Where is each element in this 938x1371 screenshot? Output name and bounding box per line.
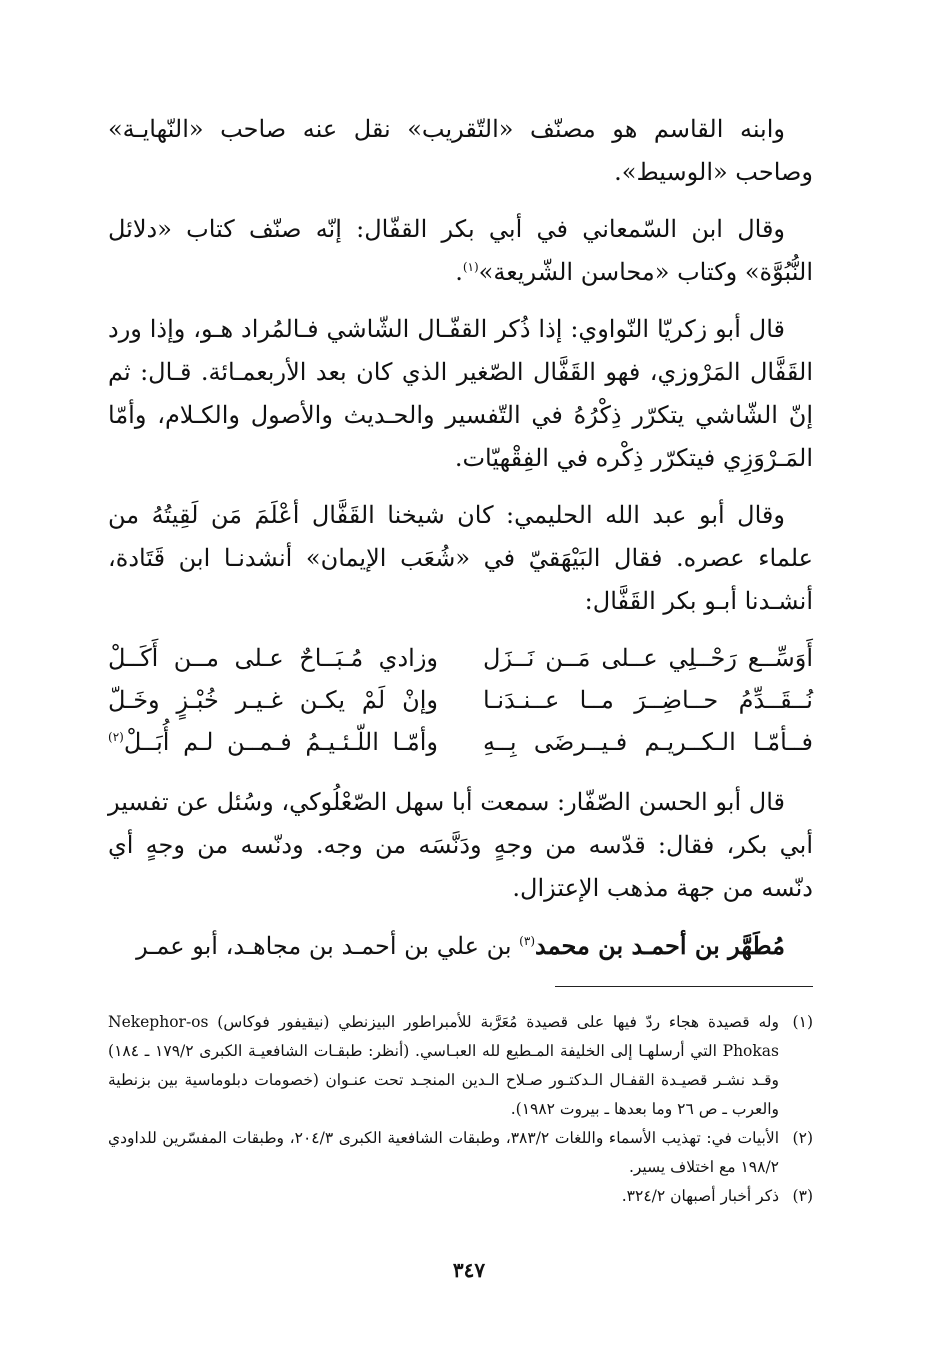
poem-line-2: [108, 679, 813, 721]
footnote-1-number: (١): [792, 1013, 813, 1031]
footnote-3-number: (٣): [792, 1187, 813, 1205]
paragraph-4: [108, 494, 813, 623]
paragraph-4-text: وقال أبو عبد الله الحليمي: كان شيخنا القَفَّال أعْلَمَ مَن لَقِيتُهُ من علماء عصره. فقال البَيْهَقيّ في «شُعَب الإيمان» أنشدنـا ابن قَتَادة، أنشـدنا أبـو بكر القَفَّال:: [108, 501, 813, 615]
poem-line-3-second-hemistich-wrap: [108, 721, 438, 763]
footnote-1-text: وله قصيدة هجاء ردّ فيها على قصيدة مُعَرَّبة للأمبراطور البيزنطي (نيقيفور فوكاس) Nekephor-os Phokas التي أرسلهـا إلى الخليفة المـطيع لله العبـاسي. (أنظر: طبقـات الشافعيـة الكبرى ١٧٩/٢ ـ ١٨٤) وقـد نشـر قصيـدة القفـال الـدكتـور صـلاح الـدين المنجـد تحت عنـوان (خصومات دبلوماسية بين بزنطية والعرب ـ ص ٢٦ وما بعدها ـ بيروت ١٩٨٢).: [108, 1013, 779, 1118]
page-number: ٣٤٧: [452, 1258, 486, 1282]
paragraph-6-text: بن علي بن أحمـد بن مجاهـد، أبو عمـر: [136, 932, 520, 960]
paragraph-3-text: قال أبو زكريّا النّواوي: إذا ذُكر القفّـال الشّاشي فـالمُراد هـو، وإذا ورد القَفَّال المَرْوزي، فهو القَفَّال الصّغير الذي كان بعد الأربعمـائة. قـال: ثم إنّ الشّاشي يتكرّر ذِكْرُهُ في التّفسير والحـديث والأصول والكـلام، وأمّا المَـرْوَزِي فيتكرّر ذِكْره في الفِقْهيّات.: [108, 315, 813, 472]
footnote-1: [108, 1008, 813, 1124]
footnote-separator: [555, 986, 813, 987]
entry-heading-name: مُطَهَّر بن أحمـد بن محمد: [535, 931, 785, 960]
poem-line-1-first-hemistich: أَوَسِّــع رَحْــلِي عــلى مَــن نَــزَل: [483, 644, 813, 672]
footnote-3-text: ذكر أخبار أصبهان ٣٢٤/٢.: [621, 1187, 779, 1205]
paragraph-2-end: .: [455, 258, 463, 286]
poem-line-3: [108, 721, 813, 763]
paragraph-5: [108, 781, 813, 910]
paragraph-2: [108, 208, 813, 294]
footnote-2: [108, 1124, 813, 1182]
footnote-reference-2: (٢): [108, 730, 124, 744]
poem-line-2-first-hemistich: نُــقَــدِّمُ حــاضِــرَ مــا عــنـدَنـا: [483, 686, 813, 714]
footnote-3: [108, 1182, 813, 1211]
footnote-2-text: الأبيات في: تهذيب الأسماء واللغات ٣٨٣/٢، وطبقات الشافعية الكبرى ٢٠٤/٣، وطبقات المفسّرين للداودي ١٩٨/٢ مع اختلاف يسير.: [108, 1129, 780, 1176]
paragraph-2-text: وقال ابن السّمعاني في أبي بكر القفّال: إنّه صنّف كتاب «دلائل النُّبُوَّة» وكتاب «محاسن الشّريعة»: [108, 215, 813, 286]
paragraph-1: [108, 108, 813, 194]
poem-line-3-second-hemistich: وأمّـا اللّـئـيـمُ فـمــن لـم أُبَــلْ: [123, 728, 438, 756]
main-text: [108, 108, 813, 982]
paragraph-5-text: قال أبو الحسن الصّفّار: سمعت أبا سهل الصّعْلُوكي، وسُئل عن تفسير أبي بكر، فقال: قدّسه من وجهٍ ودَنَّسَه من وجه. ودنّسه من وجهٍ أي دنّسه من جهة مذهب الإعتزال.: [108, 788, 813, 902]
footnote-2-number: (٢): [792, 1129, 813, 1147]
footnotes: [108, 1008, 813, 1211]
paragraph-6: [108, 924, 813, 968]
poem: [108, 637, 813, 763]
poem-line-2-second-hemistich: وإنْ لَمْ يكـن غـيـر خُبْـزٍ وخَـلّ: [108, 686, 438, 714]
footnote-reference-1: (١): [462, 260, 479, 274]
poem-line-3-first-hemistich: فــأمّـا الـكــريـم فـيــرضَى بِــهِ: [483, 728, 813, 756]
footnote-reference-3: (٣): [519, 934, 535, 948]
paragraph-3: [108, 308, 813, 480]
poem-line-1: [108, 637, 813, 679]
poem-line-1-second-hemistich: وزادي مُـبَــاحٌ عـلى مــن أَكَــلْ: [108, 644, 438, 672]
paragraph-1-text: وابنه القاسم هو مصنّف «التّقريب» نقل عنه صاحب «النّهايـة» وصاحب «الوسيط».: [108, 115, 813, 186]
